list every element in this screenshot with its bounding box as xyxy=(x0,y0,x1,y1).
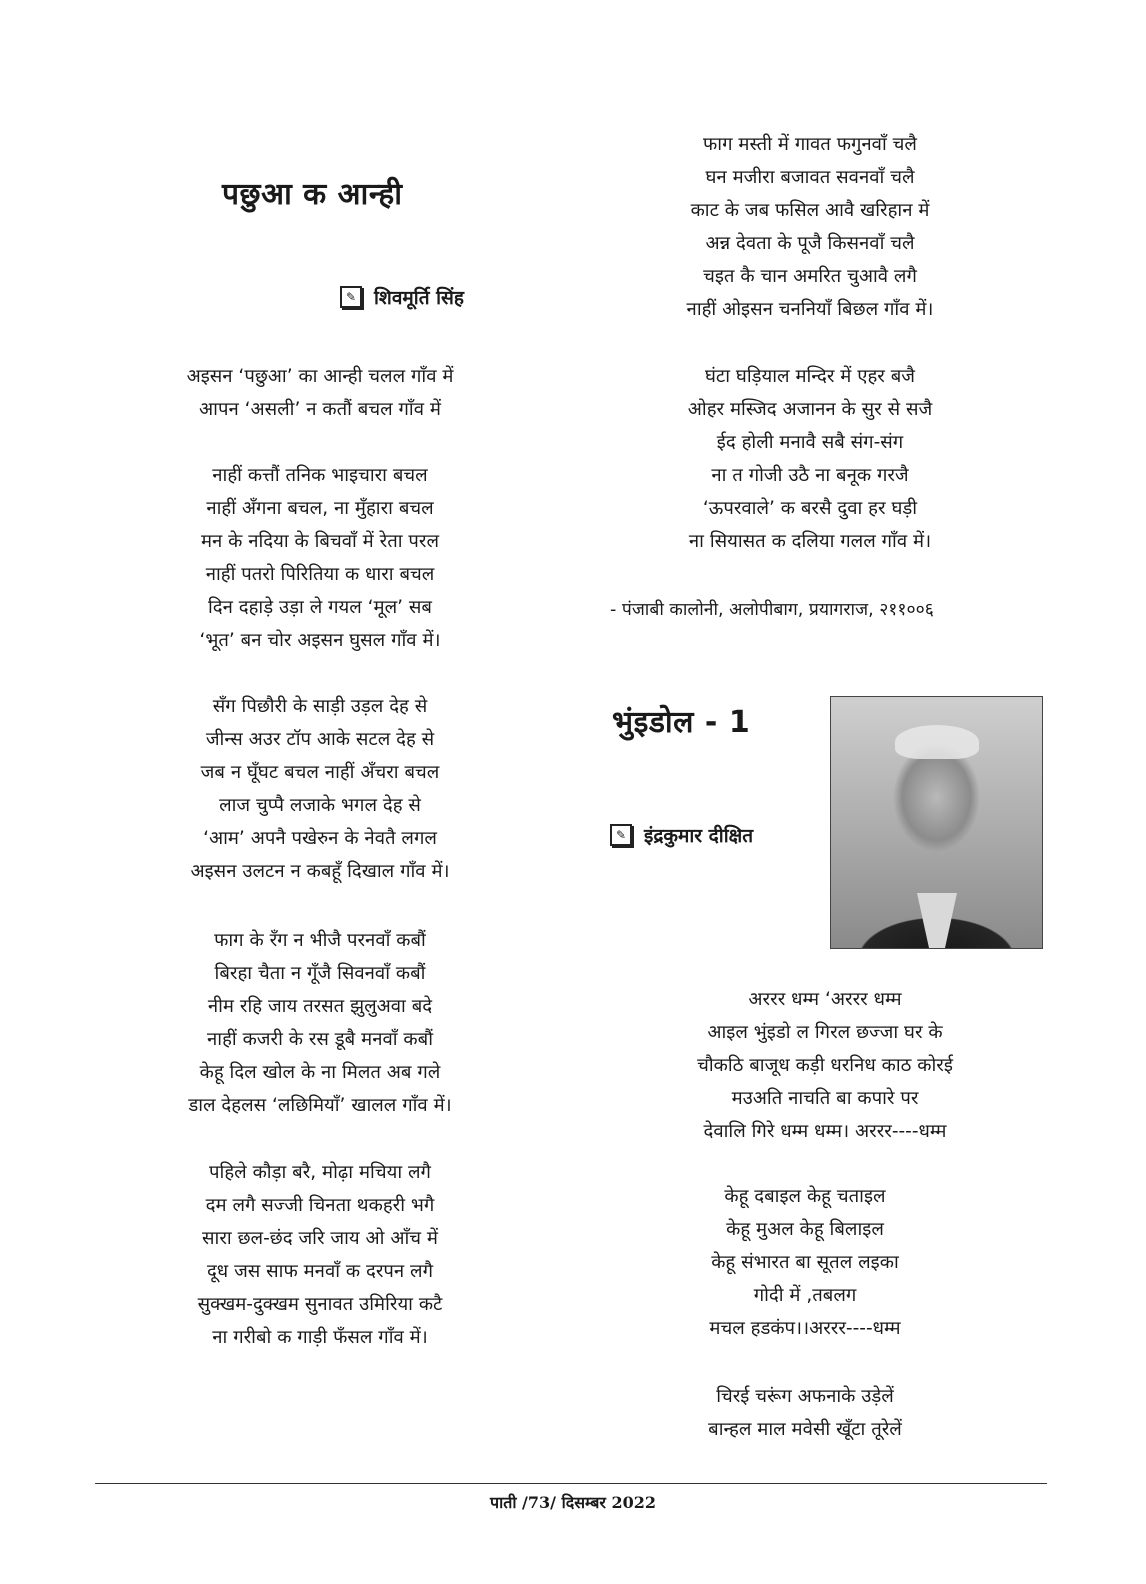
verse-line: नाहीं पतरो पिरितिया क धारा बचल xyxy=(205,564,435,585)
verse-line: केहू संभारत बा सूतल लइका xyxy=(711,1252,899,1273)
poem1-stanza-3 xyxy=(110,690,530,888)
verse-line: बान्हल माल मवेसी खूँटा तूरेलें xyxy=(708,1419,902,1440)
poem1-stanza-1 xyxy=(110,360,530,426)
verse-line: ‘आम’ अपनै पखेरुन के नेवतै लगल xyxy=(203,828,437,849)
verse-line: पहिले कौड़ा बरै, मोढ़ा मचिया लगै xyxy=(209,1162,431,1183)
verse-line: नीम रहि जाय तरसत झुलुअवा बदे xyxy=(207,996,433,1017)
verse-line: दिन दहाड़े उड़ा ले गयल ‘मूल’ सब xyxy=(208,597,432,618)
verse-line: ना त गोजी उठै ना बनूक गरजै xyxy=(711,465,909,486)
verse-line: घन मजीरा बजावत सवनवाँ चलै xyxy=(705,167,915,188)
verse-line: दम लगै सज्जी चिनता थकहरी भगै xyxy=(205,1195,435,1216)
pen-icon: ✎ xyxy=(340,286,362,308)
verse-line: नाहीं कत्तौं तनिक भाइचारा बचल xyxy=(212,465,428,486)
verse-line: जब न घूँघट बचल नाहीं अँचरा बचल xyxy=(200,762,440,783)
poem1-author xyxy=(340,284,464,310)
poem2-stanza-2 xyxy=(590,1180,1020,1345)
page-footer: पाती /73/ दिसम्बर 2022 xyxy=(489,1493,657,1512)
verse-line: गोदी में ,तबलग xyxy=(753,1285,857,1306)
poem2-stanza-1 xyxy=(590,983,1060,1148)
verse-line: नाहीं ओइसन चननियाँ बिछल गाँव में। xyxy=(686,299,934,320)
poem1-stanza-6 xyxy=(600,128,1020,326)
author-name: इंद्रकुमार दीक्षित xyxy=(644,825,754,847)
verse-line: लाज चुप्पै लजाके भगल देह से xyxy=(219,795,421,816)
poem1-title: पछुआ क आन्ही xyxy=(222,177,403,212)
verse-line: दूध जस साफ मनवाँ क दरपन लगै xyxy=(206,1261,434,1282)
poem2-author xyxy=(610,822,753,848)
pen-icon: ✎ xyxy=(610,824,632,846)
verse-line: सुक्खम-दुक्खम सुनावत उमिरिया कटै xyxy=(197,1294,443,1315)
verse-line: मउअति नाचति बा कपारे पर xyxy=(731,1088,919,1109)
verse-line: अररर धम्म ‘अररर धम्म xyxy=(748,989,902,1010)
verse-line: अइसन ‘पछुआ’ का आन्ही चलल गाँव में xyxy=(186,366,454,387)
poem1-stanza-7 xyxy=(600,360,1020,558)
poem1-stanza-5 xyxy=(110,1156,530,1354)
verse-line: जीन्स अउर टॉप आके सटल देह से xyxy=(205,729,435,750)
verse-line: काट के जब फसिल आवै खरिहान में xyxy=(690,200,930,221)
verse-line: मचल हडकंप।।अररर----धम्म xyxy=(709,1318,901,1339)
verse-line: केहू मुअल केहू बिलाइल xyxy=(726,1219,884,1240)
verse-line: आपन ‘असली’ न कतौं बचल गाँव में xyxy=(199,399,441,420)
verse-line: चौकठि बाजूध कड़ी धरनिध काठ कोरई xyxy=(697,1055,953,1076)
verse-line: ना सियासत क दलिया गलल गाँव में। xyxy=(688,531,932,552)
poem1-stanza-4 xyxy=(110,924,530,1122)
photo-collar xyxy=(917,893,957,948)
poet-address: - पंजाबी कालोनी, अलोपीबाग, प्रयागराज, २११००६ xyxy=(610,600,934,620)
verse-line: ‘ऊपरवाले’ क बरसै दुवा हर घड़ी xyxy=(702,498,918,519)
verse-line: फाग मस्ती में गावत फगुनवाँ चलै xyxy=(703,134,917,155)
verse-line: फाग के रँग न भीजै परनवाँ कबौं xyxy=(214,930,426,951)
verse-line: सारा छल-छंद जरि जाय ओ आँच में xyxy=(202,1228,438,1249)
verse-line: चइत कै चान अमरित चुआवै लगै xyxy=(703,266,917,287)
verse-line: नाहीं कजरी के रस डूबै मनवाँ कबौं xyxy=(207,1029,433,1050)
verse-line: केहू दबाइल केहू चताइल xyxy=(724,1186,886,1207)
verse-line: अन्न देवता के पूजै किसनवाँ चलै xyxy=(705,233,915,254)
photo-hair xyxy=(895,725,979,759)
verse-line: आइल भुंइडो ल गिरल छज्जा घर के xyxy=(707,1022,943,1043)
verse-line: डाल देहलस ‘लछिमियाँ’ खालल गाँव में। xyxy=(188,1095,452,1116)
verse-line: बिरहा चैता न गूँजै सिवनवाँ कबौं xyxy=(214,963,426,984)
author-name: शिवमूर्ति सिंह xyxy=(374,287,464,309)
poem2-title: भुंइडोल - 1 xyxy=(612,705,751,740)
poem1-stanza-2 xyxy=(110,459,530,657)
poem2-stanza-3 xyxy=(590,1380,1020,1446)
verse-line: सँग पिछौरी के साड़ी उड़ल देह से xyxy=(212,696,428,717)
author-photo xyxy=(830,696,1043,949)
verse-line: ना गरीबो क गाड़ी फँसल गाँव में। xyxy=(212,1327,428,1348)
verse-line: ईद होली मनावै सबै संग-संग xyxy=(716,432,904,453)
verse-line: नाहीं अँगना बचल, ना मुँहारा बचल xyxy=(206,498,434,519)
verse-line: ओहर मस्जिद अजानन के सुर से सजै xyxy=(687,399,933,420)
footer-rule xyxy=(95,1483,1047,1484)
verse-line: अइसन उलटन न कबहूँ दिखाल गाँव में। xyxy=(190,861,450,882)
verse-line: घंटा घड़ियाल मन्दिर में एहर बजै xyxy=(704,366,916,387)
verse-line: चिरई चरूंग अफनाके उड़ेलें xyxy=(716,1386,894,1407)
verse-line: केहू दिल खोल के ना मिलत अब गले xyxy=(199,1062,441,1083)
verse-line: मन के नदिया के बिचवाँ में रेता परल xyxy=(200,531,440,552)
verse-line: ‘भूत’ बन चोर अइसन घुसल गाँव में। xyxy=(199,630,441,651)
verse-line: देवालि गिरे धम्म धम्म। अररर----धम्म xyxy=(703,1121,947,1142)
